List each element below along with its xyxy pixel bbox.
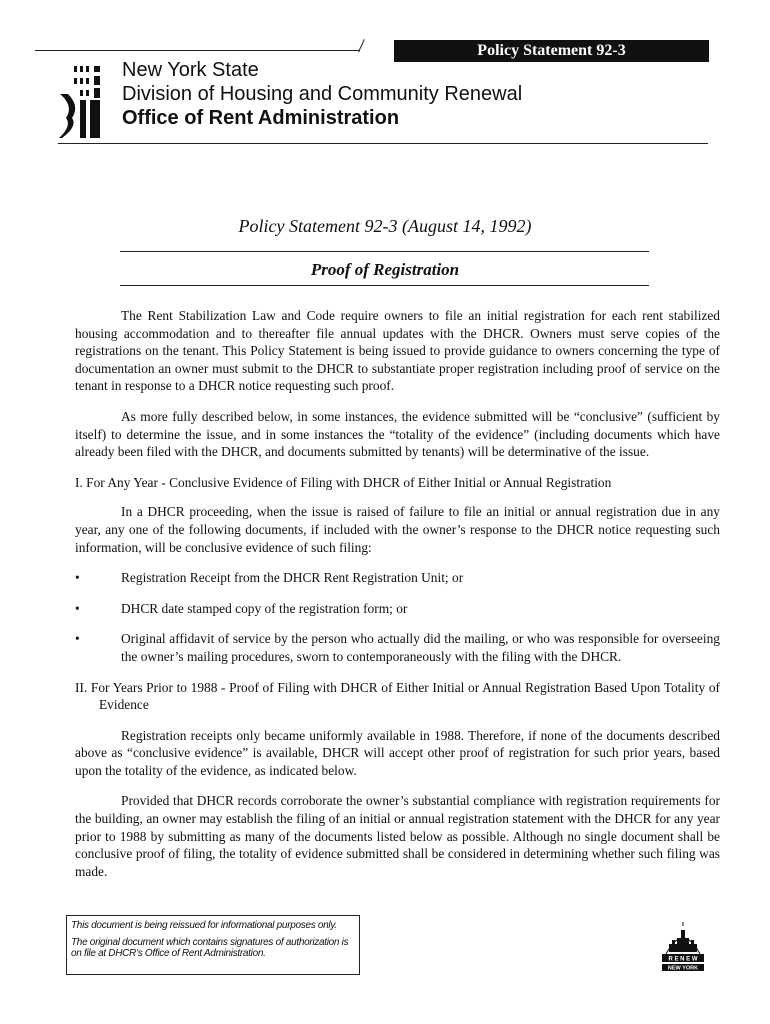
dhcr-logo-icon [58,66,114,138]
seal-text-bottom: NEW YORK [667,965,699,972]
agency-division: Division of Housing and Community Renewal [122,83,523,105]
paragraph-receipts: Registration receipts only became uniformly available in 1988. Therefore, if none of the documents described above as “conclusive evidence” is available, DHCR will accept other proof of registration for such prior years, based upon the totality of the evidence, as indicated below. [75,727,720,778]
list-item-text: Registration Receipt from the DHCR Rent Registration Unit; or [121,570,464,586]
list-item [75,630,720,665]
header-rule-tick [358,39,365,52]
policy-banner: Policy Statement 92-3 [394,40,709,62]
bullet-icon: • [75,570,80,586]
notice-line-1: This document is being reissued for informational purposes only. [71,920,337,931]
agency-office: Office of Rent Administration [122,107,400,129]
list-item [75,569,720,587]
paragraph-corroborate: Provided that DHCR records corroborate the owner’s substantial compliance with registration requirements for the building, an owner may establish the filing of an initial or annual registration statement with the DHCR for any year prior to 1988 by submitting as many of the documents listed below as possible. Although no single document shall be conclusive proof of filing, the totality of evidence submitted shall be considered in determining whether such filing was made. [75,793,720,879]
title-rule-top [120,251,649,252]
seal-text-top: R E N E W [668,956,698,963]
title-rule-bottom [120,285,649,286]
list-item-text: DHCR date stamped copy of the registration form; or [121,600,408,616]
paragraph-intro: The Rent Stabilization Law and Code require owners to file an initial registration for each rent stabilized housing accommodation and to thereafter file annual updates with the DHCR. Owners must serve copies of the registrations on the tenant. This Policy Statement is being issued to provide guidance to owners concerning the type of documentation an owner must submit to the DHCR to substantiate proper registration including proof of service on the tenant in response to a DHCR notice requesting such proof. [75,308,720,394]
list-item-text: Original affidavit of service by the person who actually did the mailing, or who was responsible for overseeing the owner’s mailing procedures, sworn to contemporaneously with the filing with the DHCR. [121,631,720,664]
section-heading-1: I. For Any Year - Conclusive Evidence of Filing with DHCR of Either Initial or Annual Registration [75,474,612,490]
agency-name-block [122,58,522,130]
bullet-icon: • [75,600,80,616]
header-divider [58,143,708,144]
header-rule-left [35,50,360,51]
agency-state: New York State [122,59,259,81]
document-title: Policy Statement 92-3 (August 14, 1992) [238,216,532,236]
reissue-notice-box [66,915,360,975]
document-subject: Proof of Registration [310,260,460,279]
list-item [75,600,720,618]
renew-new-york-seal-icon [660,920,706,972]
notice-line-2: The original document which contains signatures of authorization is on file at DHCR’s Office of Rent Administration. [71,937,349,959]
bullet-icon: • [75,631,80,647]
paragraph-proceeding: In a DHCR proceeding, when the issue is raised of failure to file an initial or annual registration due in any year, any one of the following documents, if included with the owner’s response to the DHCR notice requesting such information, will be conclusive evidence of such filing: [75,504,720,555]
section-heading-2: II. For Years Prior to 1988 - Proof of Filing with DHCR of Either Initial or Annual Registration Based Upon Totality of Evidence [75,679,720,713]
paragraph-evidence: As more fully described below, in some instances, the evidence submitted will be “conclusive” (sufficient by itself) to determine the issue, and in some instances the “totality of the evidence” (including documents which have already been filed with the DHCR, and documents submitted by tenants) will be determinative of the issue. [75,408,720,460]
document-body [75,307,720,893]
